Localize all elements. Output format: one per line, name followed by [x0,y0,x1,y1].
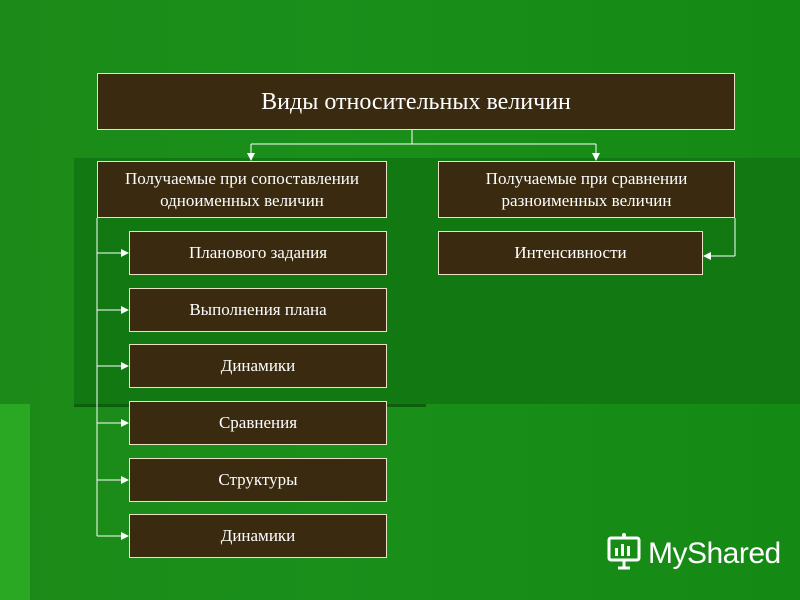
right-item-label: Интенсивности [514,243,627,263]
left-item-label: Структуры [218,470,298,490]
left-item-box [129,401,387,445]
diagram-title: Виды относительных величин [261,88,571,115]
left-item-label: Планового задания [188,243,328,263]
left-item-box [129,344,387,388]
left-item-label: Сравнения [218,413,298,433]
right-group-label: Получаемые при сравнении разноименных величин [485,169,688,210]
left-item-box [129,288,387,332]
left-item-label: Динамики [220,526,296,546]
left-item-box [129,231,387,275]
left-item-label: Динамики [220,356,296,376]
left-group-box [97,161,387,218]
presentation-board-icon [606,532,642,575]
left-group-label: Получаемые при сопоставлении одноименных величин [124,169,359,210]
right-group-box [438,161,735,218]
watermark-text: MyShared [648,536,781,570]
left-item-box [129,458,387,502]
watermark-logo [606,532,781,575]
left-item-label: Выполнения плана [189,300,327,320]
right-item-box [438,231,703,275]
diagram-title-box [97,73,735,130]
left-item-box [129,514,387,558]
